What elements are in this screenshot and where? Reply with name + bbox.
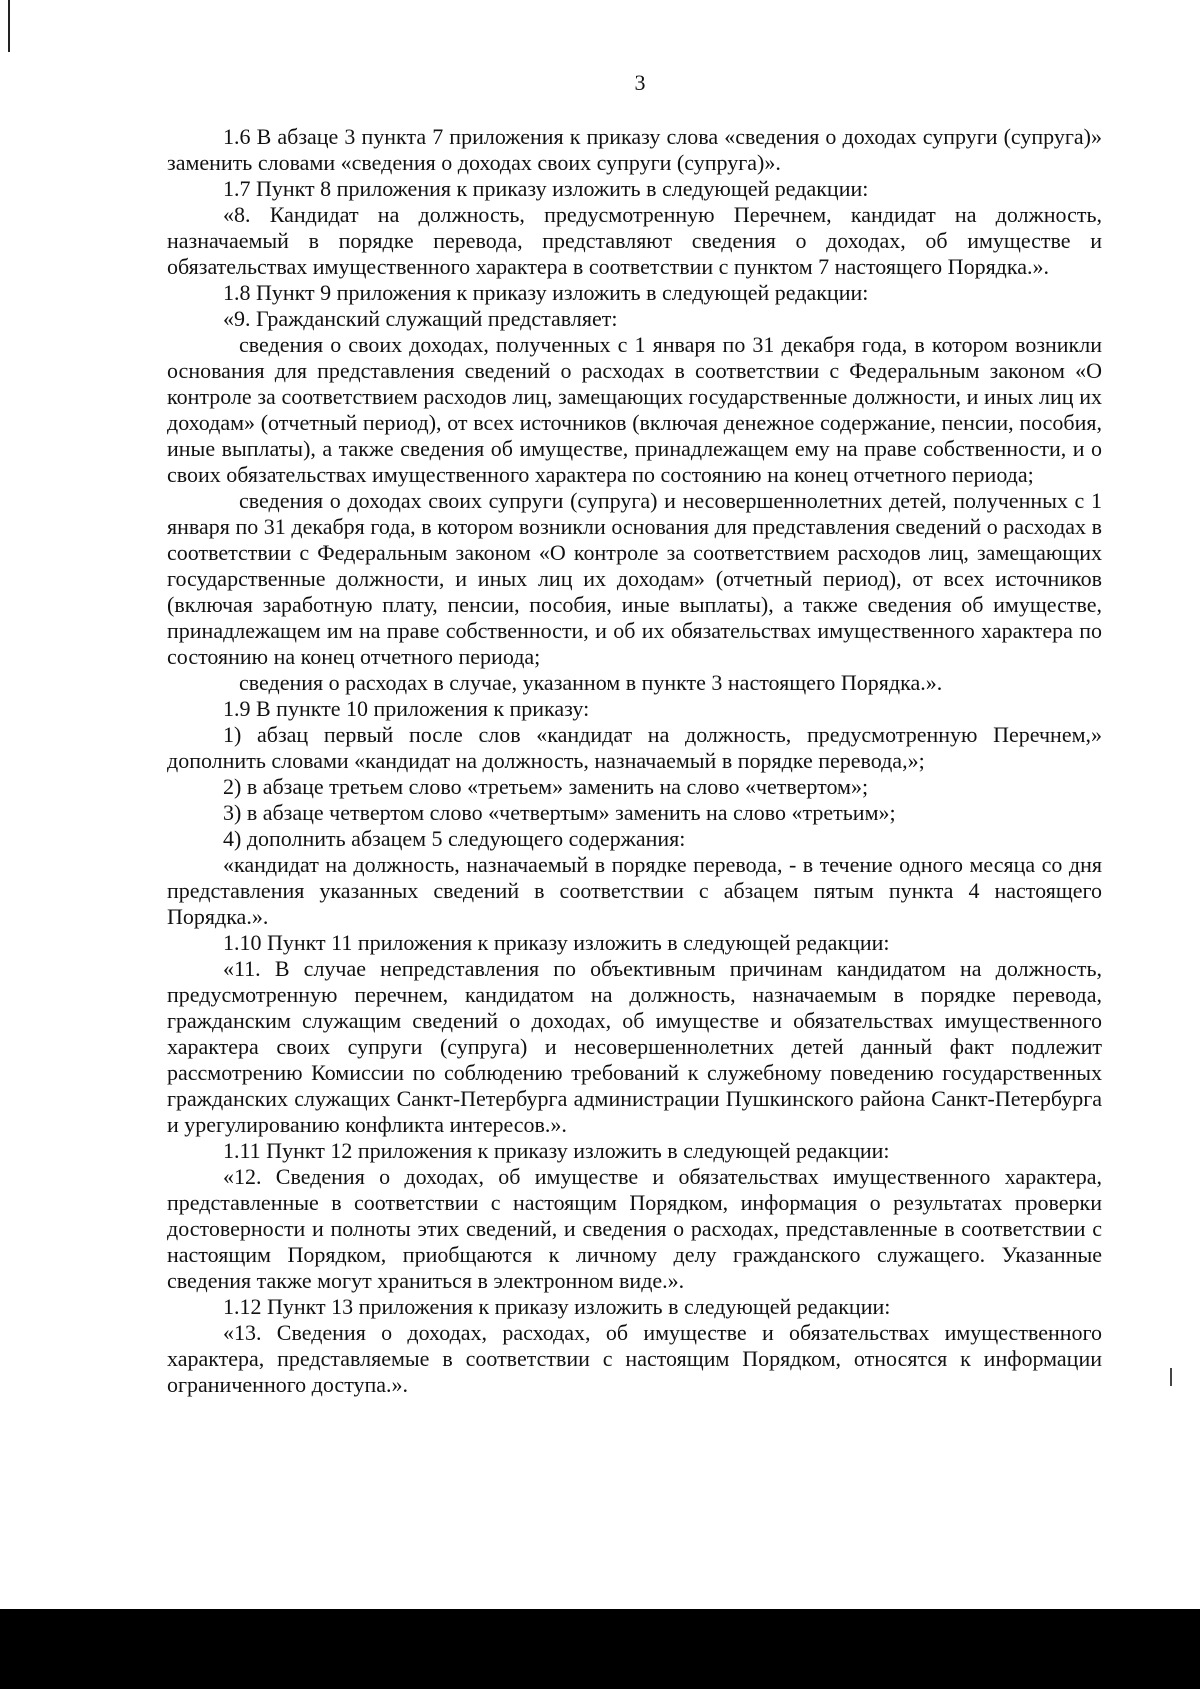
list-item-3: 3) в абзаце четвертом слово «четвертым» заменить на слово «третьим»; (223, 800, 896, 825)
list-item-1: 1) абзац первый после слов «кандидат на должность, предусмотренную Перечнем,» дополнить словами «кандидат на должность, назначаемый в порядке перевода,»; (167, 722, 1102, 773)
paragraph-item-13: «13. Сведения о доходах, расходах, об имуществе и обязательствах имущественного характера, представляемые в соответствии с настоящим Порядком, относятся к информации ограниченного доступа.». (167, 1320, 1102, 1397)
scan-edge-mark (8, 0, 10, 52)
paragraph-expenses: сведения о расходах в случае, указанном в пункте 3 настоящего Порядка.». (239, 670, 943, 695)
paragraph-item-12: «12. Сведения о доходах, об имуществе и обязательствах имущественного характера, представленные в соответствии с настоящим Порядком, информация о результатах проверки достоверности и полноты этих сведений, и сведения о расходах, представленные в соответствии с настоящим Порядком, приобщаются к личному делу гражданского служащего. Указанные сведения также могут храниться в электронном виде.». (167, 1164, 1102, 1293)
list-item-2: 2) в абзаце третьем слово «третьем» заменить на слово «четвертом»; (223, 774, 869, 799)
paragraph-1-12: 1.12 Пункт 13 приложения к приказу изложить в следующей редакции: (223, 1294, 891, 1319)
paragraph-1-10: 1.10 Пункт 11 приложения к приказу изложить в следующей редакции: (223, 930, 890, 955)
paragraph-1-7: 1.7 Пункт 8 приложения к приказу изложить в следующей редакции: (223, 176, 869, 201)
document-body (167, 124, 1102, 1398)
paragraph-1-6: 1.6 В абзаце 3 пункта 7 приложения к приказу слова «сведения о доходах супруги (супруга)» заменить словами «сведения о доходах своих супруги (супруга)». (167, 124, 1102, 175)
paragraph-item-8: «8. Кандидат на должность, предусмотренную Перечнем, кандидат на должность, назначаемый в порядке перевода, представляют сведения о доходах, об имуществе и обязательствах имущественного характера в соответствии с пунктом 7 настоящего Порядка.». (167, 202, 1102, 279)
paragraph-1-11: 1.11 Пункт 12 приложения к приказу изложить в следующей редакции: (223, 1138, 890, 1163)
paragraph-1-9: 1.9 В пункте 10 приложения к приказу: (223, 696, 590, 721)
paragraph-item-9: «9. Гражданский служащий представляет: (223, 306, 618, 331)
list-item-4: 4) дополнить абзацем 5 следующего содержания: (223, 826, 686, 851)
page-number: 3 (634, 70, 646, 95)
paragraph-transfer-candidate: «кандидат на должность, назначаемый в порядке перевода, - в течение одного месяца со дня представления указанных сведений в соответствии с абзацем пятым пункта 4 настоящего Порядка.». (167, 852, 1102, 929)
scan-edge-mark (1170, 1368, 1172, 1386)
paragraph-own-income: сведения о своих доходах, полученных с 1 января по 31 декабря года, в котором возникли основания для представления сведений о расходах в соответствии с Федеральным законом «О контроле за соответствием расходов лиц, замещающих государственные должности, и иных лиц их доходам» (отчетный период), от всех источников (включая денежное содержание, пенсии, пособия, иные выплаты), а также сведения об имуществе, принадлежащем ему на праве собственности, и о своих обязательствах имущественного характера по состоянию на конец отчетного периода; (167, 332, 1102, 487)
scan-bottom-bar (0, 1609, 1200, 1689)
paragraph-item-11: «11. В случае непредставления по объективным причинам кандидатом на должность, предусмотренную перечнем, кандидатом на должность, назначаемым в порядке перевода, гражданским служащим сведений о доходах, об имуществе и обязательствах имущественного характера своих супруги (супруга) и несовершеннолетних детей данный факт подлежит рассмотрению Комиссии по соблюдению требований к служебному поведению государственных гражданских служащих Санкт-Петербурга администрации Пушкинского района Санкт-Петербурга и урегулированию конфликта интересов.». (167, 956, 1102, 1137)
paragraph-1-8: 1.8 Пункт 9 приложения к приказу изложить в следующей редакции: (223, 280, 869, 305)
paragraph-family-income: сведения о доходах своих супруги (супруга) и несовершеннолетних детей, полученных с 1 января по 31 декабря года, в котором возникли основания для представления сведений о расходах в соответствии с Федеральным законом «О контроле за соответствием расходов лиц, замещающих государственные должности, и иных лиц их доходам» (отчетный период), от всех источников (включая заработную плату, пенсии, пособия, иные выплаты), а также сведения об имуществе, принадлежащем им на праве собственности, и об их обязательствах имущественного характера по состоянию на конец отчетного периода; (167, 488, 1102, 669)
